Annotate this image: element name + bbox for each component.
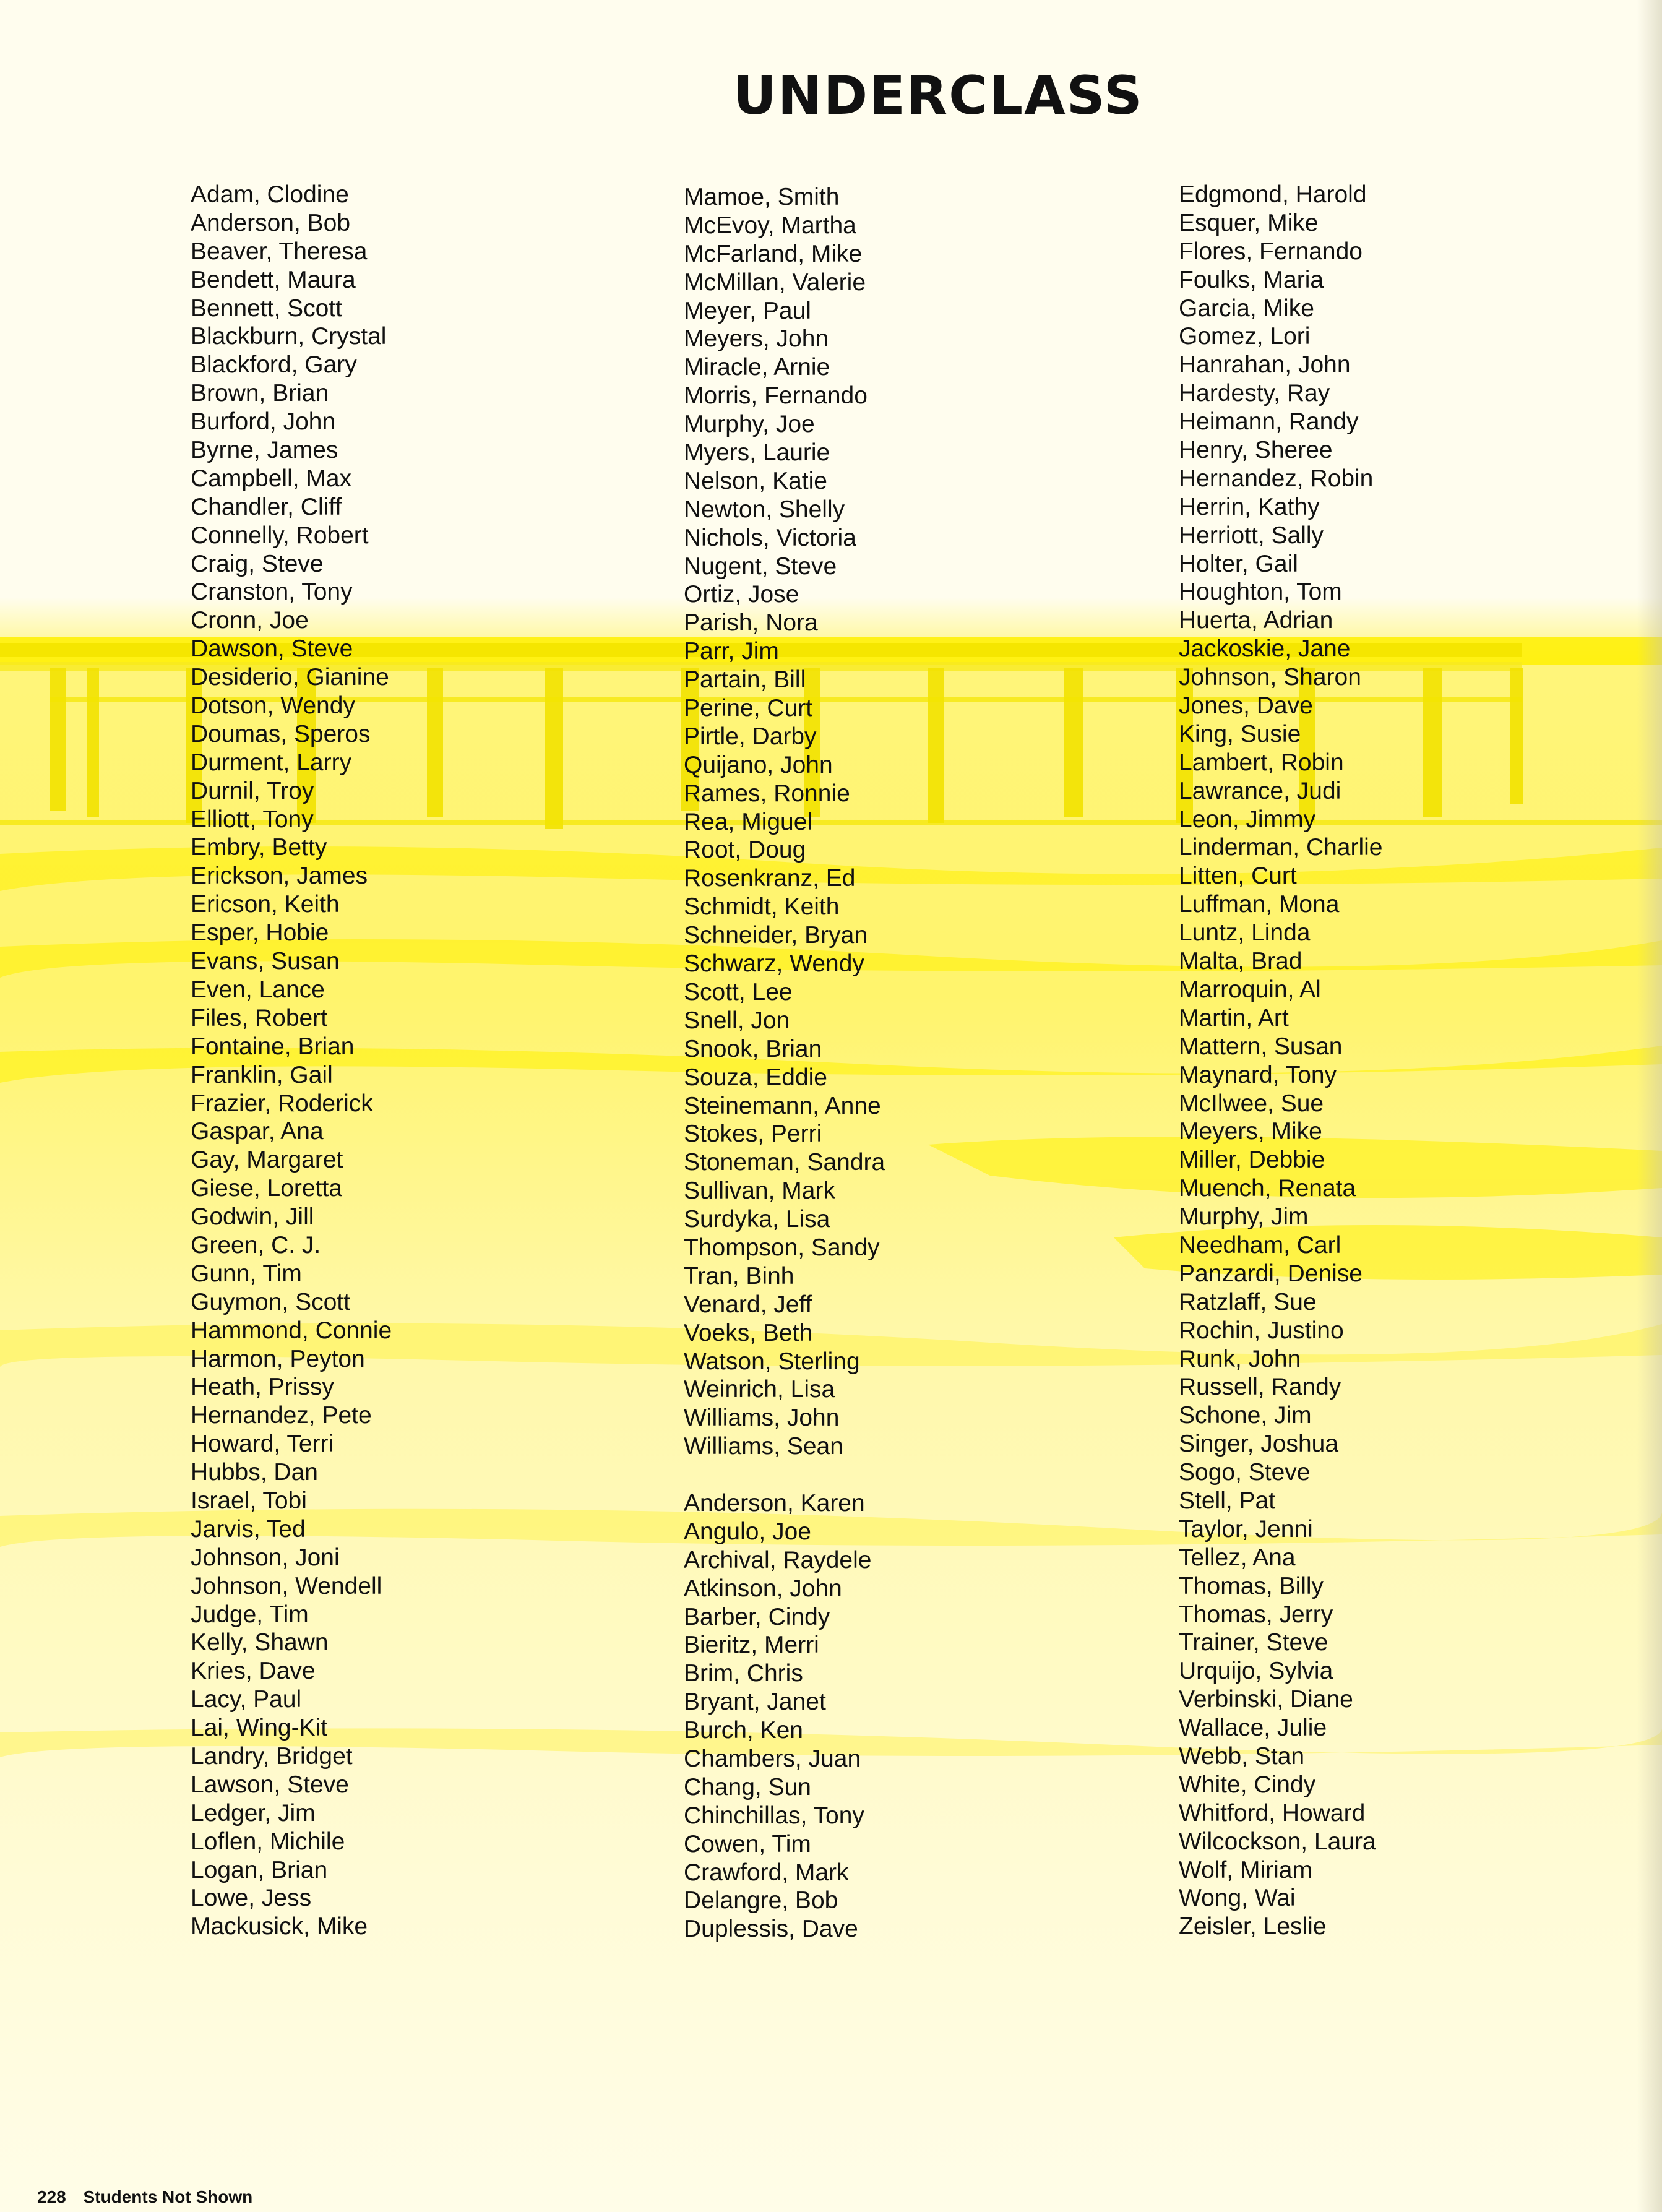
name-entry: Ledger, Jim bbox=[191, 1799, 316, 1827]
name-entry: Sogo, Steve bbox=[1179, 1459, 1311, 1486]
name-entry: Sullivan, Mark bbox=[684, 1177, 835, 1205]
name-entry: Anderson, Bob bbox=[191, 209, 351, 236]
name-entry: Elliott, Tony bbox=[191, 806, 314, 833]
name-entry: McIlwee, Sue bbox=[1179, 1090, 1324, 1117]
name-entry: Perine, Curt bbox=[684, 695, 813, 722]
name-entry: Wolf, Miriam bbox=[1179, 1856, 1312, 1883]
name-entry: Giese, Loretta bbox=[191, 1175, 342, 1202]
name-entry: Loflen, Michile bbox=[191, 1828, 345, 1855]
name-entry: Chinchillas, Tony bbox=[684, 1802, 864, 1829]
name-entry: Kelly, Shawn bbox=[191, 1629, 329, 1656]
name-entry: Thompson, Sandy bbox=[684, 1234, 880, 1261]
name-entry: Panzardi, Denise bbox=[1179, 1260, 1363, 1287]
name-entry: Angulo, Joe bbox=[684, 1518, 811, 1545]
name-entry: Parr, Jim bbox=[684, 638, 779, 665]
name-entry: Evans, Susan bbox=[191, 948, 340, 975]
name-entry: Johnson, Wendell bbox=[191, 1572, 382, 1599]
name-entry: Craig, Steve bbox=[191, 550, 324, 577]
name-entry: Schneider, Bryan bbox=[684, 922, 868, 949]
page-number: 228 bbox=[37, 2187, 66, 2206]
name-entry: Williams, John bbox=[684, 1405, 840, 1432]
name-entry: Crawford, Mark bbox=[684, 1859, 849, 1886]
name-entry: Connelly, Robert bbox=[191, 522, 369, 549]
name-entry: Franklin, Gail bbox=[191, 1061, 333, 1088]
name-entry: Doumas, Speros bbox=[191, 720, 371, 747]
name-entry: Judge, Tim bbox=[191, 1601, 309, 1628]
name-entry: Hardesty, Ray bbox=[1179, 380, 1330, 407]
name-entry: Murphy, Jim bbox=[1179, 1203, 1309, 1231]
name-entry: Nugent, Steve bbox=[684, 553, 837, 580]
name-entry: Lawson, Steve bbox=[191, 1771, 349, 1798]
names-column-2 bbox=[684, 183, 885, 1943]
name-entry: Israel, Tobi bbox=[191, 1487, 307, 1514]
name-entry: Lawrance, Judi bbox=[1179, 777, 1341, 804]
name-entry: Tellez, Ana bbox=[1179, 1544, 1296, 1571]
names-column-3 bbox=[1179, 181, 1383, 1941]
name-entry: Tran, Binh bbox=[684, 1262, 794, 1289]
name-entry: Edgmond, Harold bbox=[1179, 181, 1367, 208]
name-entry: Brim, Chris bbox=[684, 1660, 803, 1687]
name-entry: Beaver, Theresa bbox=[191, 238, 368, 265]
name-entry: Murphy, Joe bbox=[684, 411, 815, 438]
name-entry: Landry, Bridget bbox=[191, 1742, 353, 1770]
name-entry: Nichols, Victoria bbox=[684, 524, 856, 551]
name-entry: Rames, Ronnie bbox=[684, 780, 850, 807]
name-entry: Root, Doug bbox=[684, 837, 806, 864]
name-entry: Whitford, Howard bbox=[1179, 1799, 1366, 1827]
name-entry: Jackoskie, Jane bbox=[1179, 635, 1351, 663]
name-entry: Nelson, Katie bbox=[684, 467, 827, 494]
name-entry: Needham, Carl bbox=[1179, 1231, 1341, 1259]
name-entry: Burford, John bbox=[191, 408, 336, 436]
name-entry: Esper, Hobie bbox=[191, 919, 329, 947]
name-entry: Garcia, Mike bbox=[1179, 295, 1314, 322]
name-entry: Desiderio, Gianine bbox=[191, 664, 389, 691]
name-entry: Adam, Clodine bbox=[191, 181, 349, 208]
name-entry: Luntz, Linda bbox=[1179, 919, 1311, 947]
name-entry: Leon, Jimmy bbox=[1179, 806, 1316, 833]
name-entry: Rochin, Justino bbox=[1179, 1317, 1344, 1344]
name-entry: Snook, Brian bbox=[684, 1035, 822, 1062]
name-entry: Durment, Larry bbox=[191, 749, 352, 776]
name-entry: Ericson, Keith bbox=[191, 891, 340, 918]
name-entry: Souza, Eddie bbox=[684, 1064, 828, 1091]
name-entry: Partain, Bill bbox=[684, 666, 806, 694]
name-entry: Stokes, Perri bbox=[684, 1121, 822, 1148]
name-entry: Ortiz, Jose bbox=[684, 581, 799, 608]
name-entry: McFarland, Mike bbox=[684, 240, 863, 267]
name-entry: McEvoy, Martha bbox=[684, 212, 856, 239]
name-entry: Bendett, Maura bbox=[191, 266, 356, 293]
name-entry: Herriott, Sally bbox=[1179, 522, 1324, 549]
name-entry: Even, Lance bbox=[191, 976, 325, 1003]
name-entry: Gay, Margaret bbox=[191, 1147, 343, 1174]
name-entry: Litten, Curt bbox=[1179, 863, 1297, 890]
name-entry: Harmon, Peyton bbox=[191, 1345, 365, 1372]
name-entry: Gaspar, Ana bbox=[191, 1118, 324, 1145]
name-entry: Duplessis, Dave bbox=[684, 1916, 858, 1943]
name-entry: Thomas, Billy bbox=[1179, 1572, 1324, 1599]
name-entry: Gunn, Tim bbox=[191, 1260, 302, 1287]
name-entry: Campbell, Max bbox=[191, 465, 352, 492]
name-entry: Luffman, Mona bbox=[1179, 891, 1340, 918]
name-entry: Hanrahan, John bbox=[1179, 351, 1351, 379]
name-entry: Mamoe, Smith bbox=[684, 184, 840, 210]
name-entry: Voeks, Beth bbox=[684, 1319, 813, 1346]
name-entry: Newton, Shelly bbox=[684, 496, 845, 523]
name-entry: Guymon, Scott bbox=[191, 1288, 350, 1315]
name-entry: Logan, Brian bbox=[191, 1856, 328, 1883]
name-entry: Linderman, Charlie bbox=[1179, 834, 1383, 861]
name-entry: Lowe, Jess bbox=[191, 1885, 312, 1912]
name-entry: Bryant, Janet bbox=[684, 1689, 826, 1716]
name-entry: Zeisler, Leslie bbox=[1179, 1913, 1327, 1940]
name-entry: Kries, Dave bbox=[191, 1658, 316, 1685]
name-entry: Taylor, Jenni bbox=[1179, 1515, 1313, 1543]
name-entry: Holter, Gail bbox=[1179, 550, 1298, 577]
name-entry: Anderson, Karen bbox=[684, 1489, 865, 1517]
name-entry: Heimann, Randy bbox=[1179, 408, 1359, 436]
name-entry: Heath, Prissy bbox=[191, 1374, 334, 1401]
name-entry: Hubbs, Dan bbox=[191, 1459, 318, 1486]
name-entry: King, Susie bbox=[1179, 720, 1301, 747]
name-entry: Chandler, Cliff bbox=[191, 493, 342, 520]
name-entry: Brown, Brian bbox=[191, 380, 329, 407]
page-title: UNDERCLASS bbox=[733, 65, 1143, 127]
name-entry: Huerta, Adrian bbox=[1179, 607, 1333, 634]
name-entry: Rea, Miguel bbox=[684, 808, 813, 835]
name-entry: Cowen, Tim bbox=[684, 1830, 811, 1857]
name-entry: Hammond, Connie bbox=[191, 1317, 392, 1344]
name-entry: Meyers, Mike bbox=[1179, 1118, 1322, 1145]
name-entry: Hernandez, Pete bbox=[191, 1402, 372, 1429]
name-entry: Singer, Joshua bbox=[1179, 1431, 1339, 1458]
name-entry: Mattern, Susan bbox=[1179, 1033, 1343, 1060]
name-entry: Scott, Lee bbox=[684, 978, 793, 1005]
name-entry: Venard, Jeff bbox=[684, 1291, 812, 1318]
name-entry: Howard, Terri bbox=[191, 1431, 334, 1458]
name-entry: Surdyka, Lisa bbox=[684, 1206, 830, 1233]
name-entry: Chambers, Juan bbox=[684, 1745, 861, 1772]
name-entry: Dotson, Wendy bbox=[191, 692, 355, 720]
name-entry: Wallace, Julie bbox=[1179, 1715, 1327, 1742]
name-entry: Esquer, Mike bbox=[1179, 209, 1319, 236]
name-entry: Stell, Pat bbox=[1179, 1487, 1276, 1514]
name-entry: White, Cindy bbox=[1179, 1771, 1316, 1798]
name-entry: Barber, Cindy bbox=[684, 1603, 830, 1630]
name-entry: Delangre, Bob bbox=[684, 1887, 838, 1914]
names-column-1 bbox=[191, 181, 392, 1941]
page-edge-shadow bbox=[1637, 0, 1662, 2212]
name-entry: Watson, Sterling bbox=[684, 1348, 860, 1375]
name-entry: Durnil, Troy bbox=[191, 777, 314, 804]
name-entry: Cranston, Tony bbox=[191, 579, 353, 606]
name-entry: Miller, Debbie bbox=[1179, 1147, 1325, 1174]
page-footer bbox=[37, 2187, 252, 2207]
name-entry: Files, Robert bbox=[191, 1004, 328, 1031]
name-entry: Archival, Raydele bbox=[684, 1546, 872, 1573]
name-entry: Quijano, John bbox=[684, 751, 833, 778]
name-entry: Runk, John bbox=[1179, 1345, 1301, 1372]
list-spacer bbox=[684, 1461, 885, 1489]
name-entry: Miracle, Arnie bbox=[684, 354, 830, 381]
name-entry: Schwarz, Wendy bbox=[684, 950, 864, 978]
name-entry: Pirtle, Darby bbox=[684, 723, 817, 750]
name-entry: Blackford, Gary bbox=[191, 351, 357, 379]
name-entry: Weinrich, Lisa bbox=[684, 1376, 835, 1403]
name-entry: Jones, Dave bbox=[1179, 692, 1313, 720]
name-entry: Snell, Jon bbox=[684, 1007, 790, 1034]
name-entry: Hernandez, Robin bbox=[1179, 465, 1374, 492]
name-entry: Frazier, Roderick bbox=[191, 1090, 373, 1117]
name-entry: Wong, Wai bbox=[1179, 1885, 1296, 1912]
name-entry: Russell, Randy bbox=[1179, 1374, 1341, 1401]
name-entry: Bennett, Scott bbox=[191, 295, 342, 322]
name-entry: Maynard, Tony bbox=[1179, 1061, 1337, 1088]
name-entry: Cronn, Joe bbox=[191, 607, 309, 634]
name-entry: Herrin, Kathy bbox=[1179, 493, 1320, 520]
name-entry: Muench, Renata bbox=[1179, 1175, 1356, 1202]
name-entry: Mackusick, Mike bbox=[191, 1913, 368, 1940]
name-entry: Burch, Ken bbox=[684, 1717, 803, 1744]
name-entry: Marroquin, Al bbox=[1179, 976, 1321, 1003]
name-entry: Godwin, Jill bbox=[191, 1203, 314, 1231]
name-entry: Martin, Art bbox=[1179, 1004, 1289, 1031]
name-entry: Wilcockson, Laura bbox=[1179, 1828, 1376, 1855]
name-entry: Gomez, Lori bbox=[1179, 323, 1311, 350]
name-entry: Williams, Sean bbox=[684, 1433, 843, 1460]
name-entry: Steinemann, Anne bbox=[684, 1092, 881, 1119]
name-entry: Ratzlaff, Sue bbox=[1179, 1288, 1317, 1315]
name-entry: Verbinski, Diane bbox=[1179, 1686, 1353, 1713]
name-entry: Rosenkranz, Ed bbox=[684, 865, 856, 892]
name-entry: Stoneman, Sandra bbox=[684, 1149, 885, 1176]
name-entry: Parish, Nora bbox=[684, 609, 818, 637]
name-entry: Jarvis, Ted bbox=[191, 1515, 306, 1543]
name-entry: Urquijo, Sylvia bbox=[1179, 1658, 1333, 1685]
name-entry: Johnson, Joni bbox=[191, 1544, 340, 1571]
name-entry: Bieritz, Merri bbox=[684, 1632, 819, 1659]
name-entry: McMillan, Valerie bbox=[684, 269, 866, 296]
name-entry: Foulks, Maria bbox=[1179, 266, 1324, 293]
name-entry: Erickson, James bbox=[191, 863, 368, 890]
name-entry: Lai, Wing-Kit bbox=[191, 1715, 328, 1742]
name-entry: Meyer, Paul bbox=[684, 297, 811, 324]
name-entry: Myers, Laurie bbox=[684, 439, 830, 467]
name-entry: Webb, Stan bbox=[1179, 1742, 1305, 1770]
footer-label: Students Not Shown bbox=[83, 2187, 253, 2206]
name-entry: Houghton, Tom bbox=[1179, 579, 1342, 606]
name-entry: Fontaine, Brian bbox=[191, 1033, 355, 1060]
name-entry: Meyers, John bbox=[684, 325, 829, 353]
name-entry: Green, C. J. bbox=[191, 1231, 321, 1259]
name-entry: Atkinson, John bbox=[684, 1575, 842, 1602]
name-entry: Johnson, Sharon bbox=[1179, 664, 1361, 691]
name-entry: Embry, Betty bbox=[191, 834, 327, 861]
name-entry: Henry, Sheree bbox=[1179, 437, 1333, 464]
name-entry: Chang, Sun bbox=[684, 1773, 811, 1801]
name-entry: Schone, Jim bbox=[1179, 1402, 1312, 1429]
name-entry: Lacy, Paul bbox=[191, 1686, 302, 1713]
name-entry: Morris, Fernando bbox=[684, 382, 868, 410]
name-entry: Byrne, James bbox=[191, 437, 338, 464]
name-entry: Trainer, Steve bbox=[1179, 1629, 1328, 1656]
name-entry: Dawson, Steve bbox=[191, 635, 353, 663]
name-entry: Flores, Fernando bbox=[1179, 238, 1363, 265]
name-entry: Blackburn, Crystal bbox=[191, 323, 387, 350]
name-entry: Malta, Brad bbox=[1179, 948, 1302, 975]
name-entry: Thomas, Jerry bbox=[1179, 1601, 1333, 1628]
name-entry: Schmidt, Keith bbox=[684, 893, 840, 921]
name-entry: Lambert, Robin bbox=[1179, 749, 1344, 776]
